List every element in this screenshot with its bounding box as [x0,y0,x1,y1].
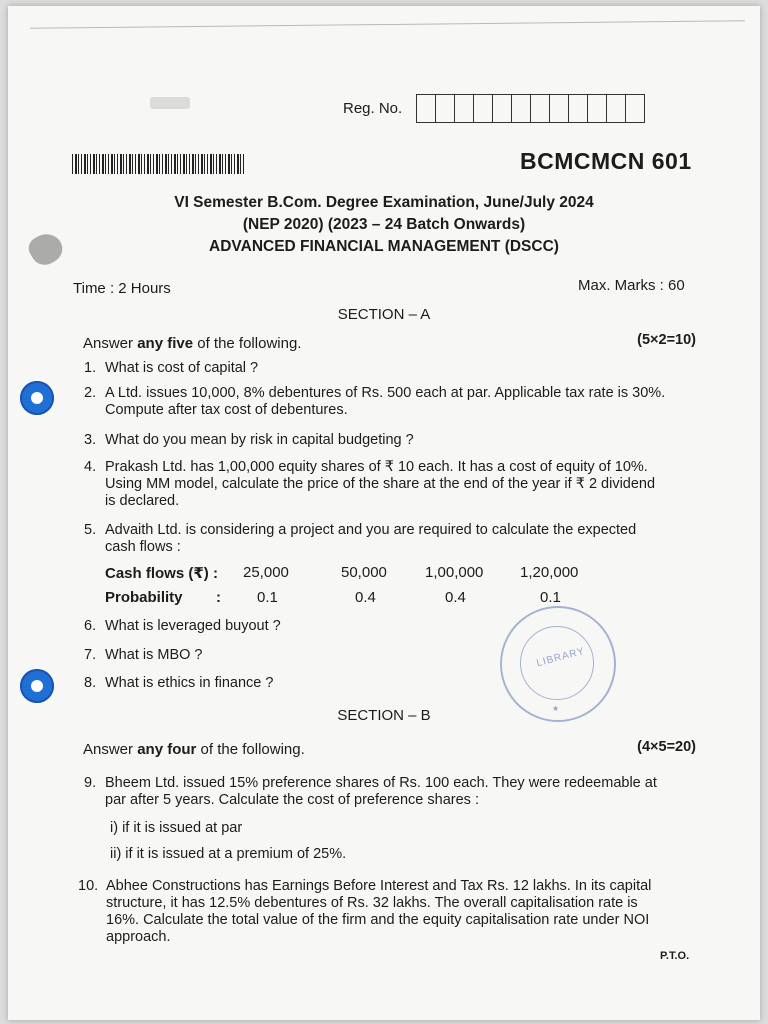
exam-title: VI Semester B.Com. Degree Examination, June/July 2024 [174,194,594,211]
question-6: 6. What is leveraged buyout ? [84,618,281,634]
question-7: 7. What is MBO ? [84,647,203,663]
page-turn-over: P.T.O. [660,950,690,962]
cash-flows-label: Cash flows (₹) : [105,565,218,582]
reg-no-digit-box[interactable] [493,95,512,122]
cash-flow-value: 1,00,000 [425,564,484,581]
reg-no-digit-box[interactable] [569,95,588,122]
library-stamp: LIBRARY ★ [500,606,616,722]
question-8: 8. What is ethics in finance ? [84,675,274,691]
question-3: 3. What do you mean by risk in capital budgeting ? [84,432,414,448]
reg-no-digit-box[interactable] [531,95,550,122]
probability-value: 0.1 [257,589,278,606]
probability-value: 0.4 [445,589,466,606]
paper-code: BCMCMCN 601 [520,148,692,174]
reg-no-digit-box[interactable] [607,95,626,122]
faint-mark [150,97,190,109]
section-a-marks: (5×2=10) [637,332,696,348]
subject-title: ADVANCED FINANCIAL MANAGEMENT (DSCC) [209,238,559,255]
probability-value: 0.1 [540,589,561,606]
section-b-instruction: Answer any four of the following. [83,741,305,758]
reg-no-digit-box[interactable] [455,95,474,122]
section-a-title: SECTION – A [337,306,431,323]
punch-hole-icon [20,669,54,703]
reg-no-digit-box[interactable] [626,95,644,122]
question-9: 9. Bheem Ltd. issued 15% preference shares of Rs. 100 each. They were redeemable at par after 5 years. Calculate the cost of preference shares : [84,775,657,808]
cash-flow-value: 50,000 [341,564,387,581]
reg-no-digit-box[interactable] [588,95,607,122]
probability-value: 0.4 [355,589,376,606]
reg-no-digit-box[interactable] [417,95,436,122]
question-2: 2. A Ltd. issues 10,000, 8% debentures of Rs. 500 each at par. Applicable tax rate is 30%. Compute after tax cost of debentures. [84,385,666,418]
probability-colon: : [216,589,221,606]
cash-flow-value: 25,000 [243,564,289,581]
question-4: 4. Prakash Ltd. has 1,00,000 equity shares of ₹ 10 each. It has a cost of equity of 10%. Using MM model, calculate the price of the share at the end of the year if ₹ 2 dividend is declared. [84,459,656,509]
cash-flow-value: 1,20,000 [520,564,579,581]
section-b-title: SECTION – B [337,707,431,724]
reg-no-digit-box[interactable] [550,95,569,122]
question-1: 1. What is cost of capital ? [84,360,259,376]
reg-no-boxes[interactable] [416,94,645,123]
punch-hole-icon [20,381,54,415]
max-marks: Max. Marks : 60 [578,277,685,294]
question-5: 5. Advaith Ltd. is considering a project and you are required to calculate the expected cash flows : [84,522,637,555]
reg-no-label: Reg. No. [343,100,403,117]
reg-no-digit-box[interactable] [474,95,493,122]
section-b-marks: (4×5=20) [637,739,696,755]
reg-no-digit-box[interactable] [512,95,531,122]
exam-time: Time : 2 Hours [73,280,171,297]
probability-label: Probability [105,589,183,606]
question-9-part-ii: ii) if it is issued at a premium of 25%. [110,846,347,862]
reg-no-digit-box[interactable] [436,95,455,122]
barcode [72,154,244,174]
section-a-instruction: Answer any five of the following. [83,335,302,352]
question-10: 10. Abhee Constructions has Earnings Before Interest and Tax Rs. 12 lakhs. In its capital structure, it has 12.5% debentures of Rs. 32 lakhs. The overall capitalisation rate is 16%. Calculate the total value of the firm and the equity capitalisation rate under NOI approach. [78,878,652,945]
question-9-part-i: i) if it is issued at par [110,820,243,836]
exam-subtitle: (NEP 2020) (2023 – 24 Batch Onwards) [242,216,526,233]
stamp-text: LIBRARY [535,645,587,670]
